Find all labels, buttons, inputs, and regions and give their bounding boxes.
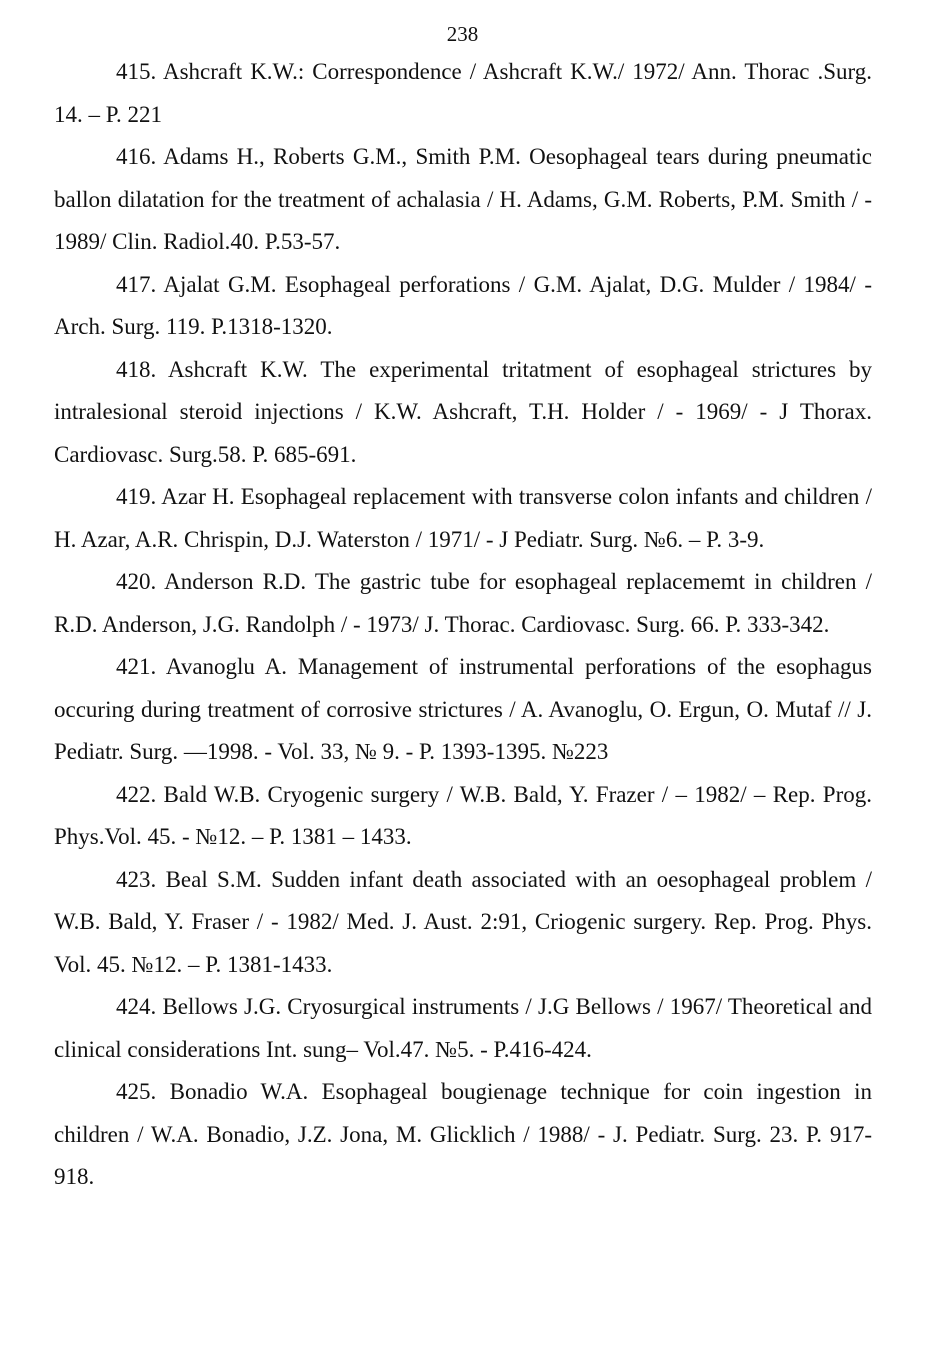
reference-entry: 418. Ashcraft K.W. The experimental tritatment of esophageal strictures by intralesional steroid injections / K.W. Ashcraft, T.H. Holder / - 1969/ - J Thorax. Cardiovasc. Surg.58. P. 685-691. — [54, 356, 872, 467]
reference-entry: 417. Ajalat G.M. Esophageal perforations / G.M. Ajalat, D.G. Mulder / 1984/ - Arch. Surg. 119. P.1318-1320. — [54, 271, 872, 339]
reference-entry: 423. Beal S.M. Sudden infant death associated with an oesophageal problem / W.B. Bald, Y. Fraser / - 1982/ Med. J. Aust. 2:91, Criogenic surgery. Rep. Prog. Phys. Vol. 45. №12. – P. 1381-1433. — [54, 866, 872, 977]
reference-entry: 425. Bonadio W.A. Esophageal bougienage technique for coin ingestion in children / W.A. Bonadio, J.Z. Jona, M. Glicklich / 1988/ - J. Pediatr. Surg. 23. P. 917-918. — [54, 1079, 872, 1189]
page-number: 238 — [446, 22, 479, 46]
reference-entry: 421. Avanoglu A. Management of instrumental perforations of the esophagus occuring during treatment of corrosive strictures / A. Avanoglu, O. Ergun, O. Mutaf // J. Pediatr. Surg. —1998. - Vol. 33, № 9. - P. 1393-1395. №223 — [54, 654, 872, 764]
reference-entry: 424. Bellows J.G. Cryosurgical instruments / J.G Bellows / 1967/ Theoretical and clinical considerations Int. sung– Vol.47. №5. - P.416-424. — [54, 994, 872, 1062]
reference-entry: 420. Anderson R.D. The gastric tube for esophageal replacememt in children / R.D. Anderson, J.G. Randolph / - 1973/ J. Thorac. Cardiovasc. Surg. 66. P. 333-342. — [54, 569, 872, 637]
reference-entry: 422. Bald W.B. Cryogenic surgery / W.B. Bald, Y. Frazer / – 1982/ – Rep. Prog. Phys.Vol. 45. - №12. – P. 1381 – 1433. — [54, 781, 872, 849]
reference-entry: 419. Azar H. Esophageal replacement with transverse colon infants and children / H. Azar, A.R. Chrispin, D.J. Waterston / 1971/ - J Pediatr. Surg. №6. – P. 3-9. — [54, 484, 872, 552]
reference-list — [54, 51, 872, 1199]
reference-entry: 415. Ashcraft K.W.: Correspondence / Ashcraft K.W./ 1972/ Ann. Thorac .Surg. 14. – P. 221 — [54, 59, 872, 127]
reference-entry: 416. Adams H., Roberts G.M., Smith P.M. Oesophageal tears during pneumatic ballon dilatation for the treatment of achalasia / H. Adams, G.M. Roberts, P.M. Smith / - 1989/ Clin. Radiol.40. P.53-57. — [54, 144, 872, 254]
